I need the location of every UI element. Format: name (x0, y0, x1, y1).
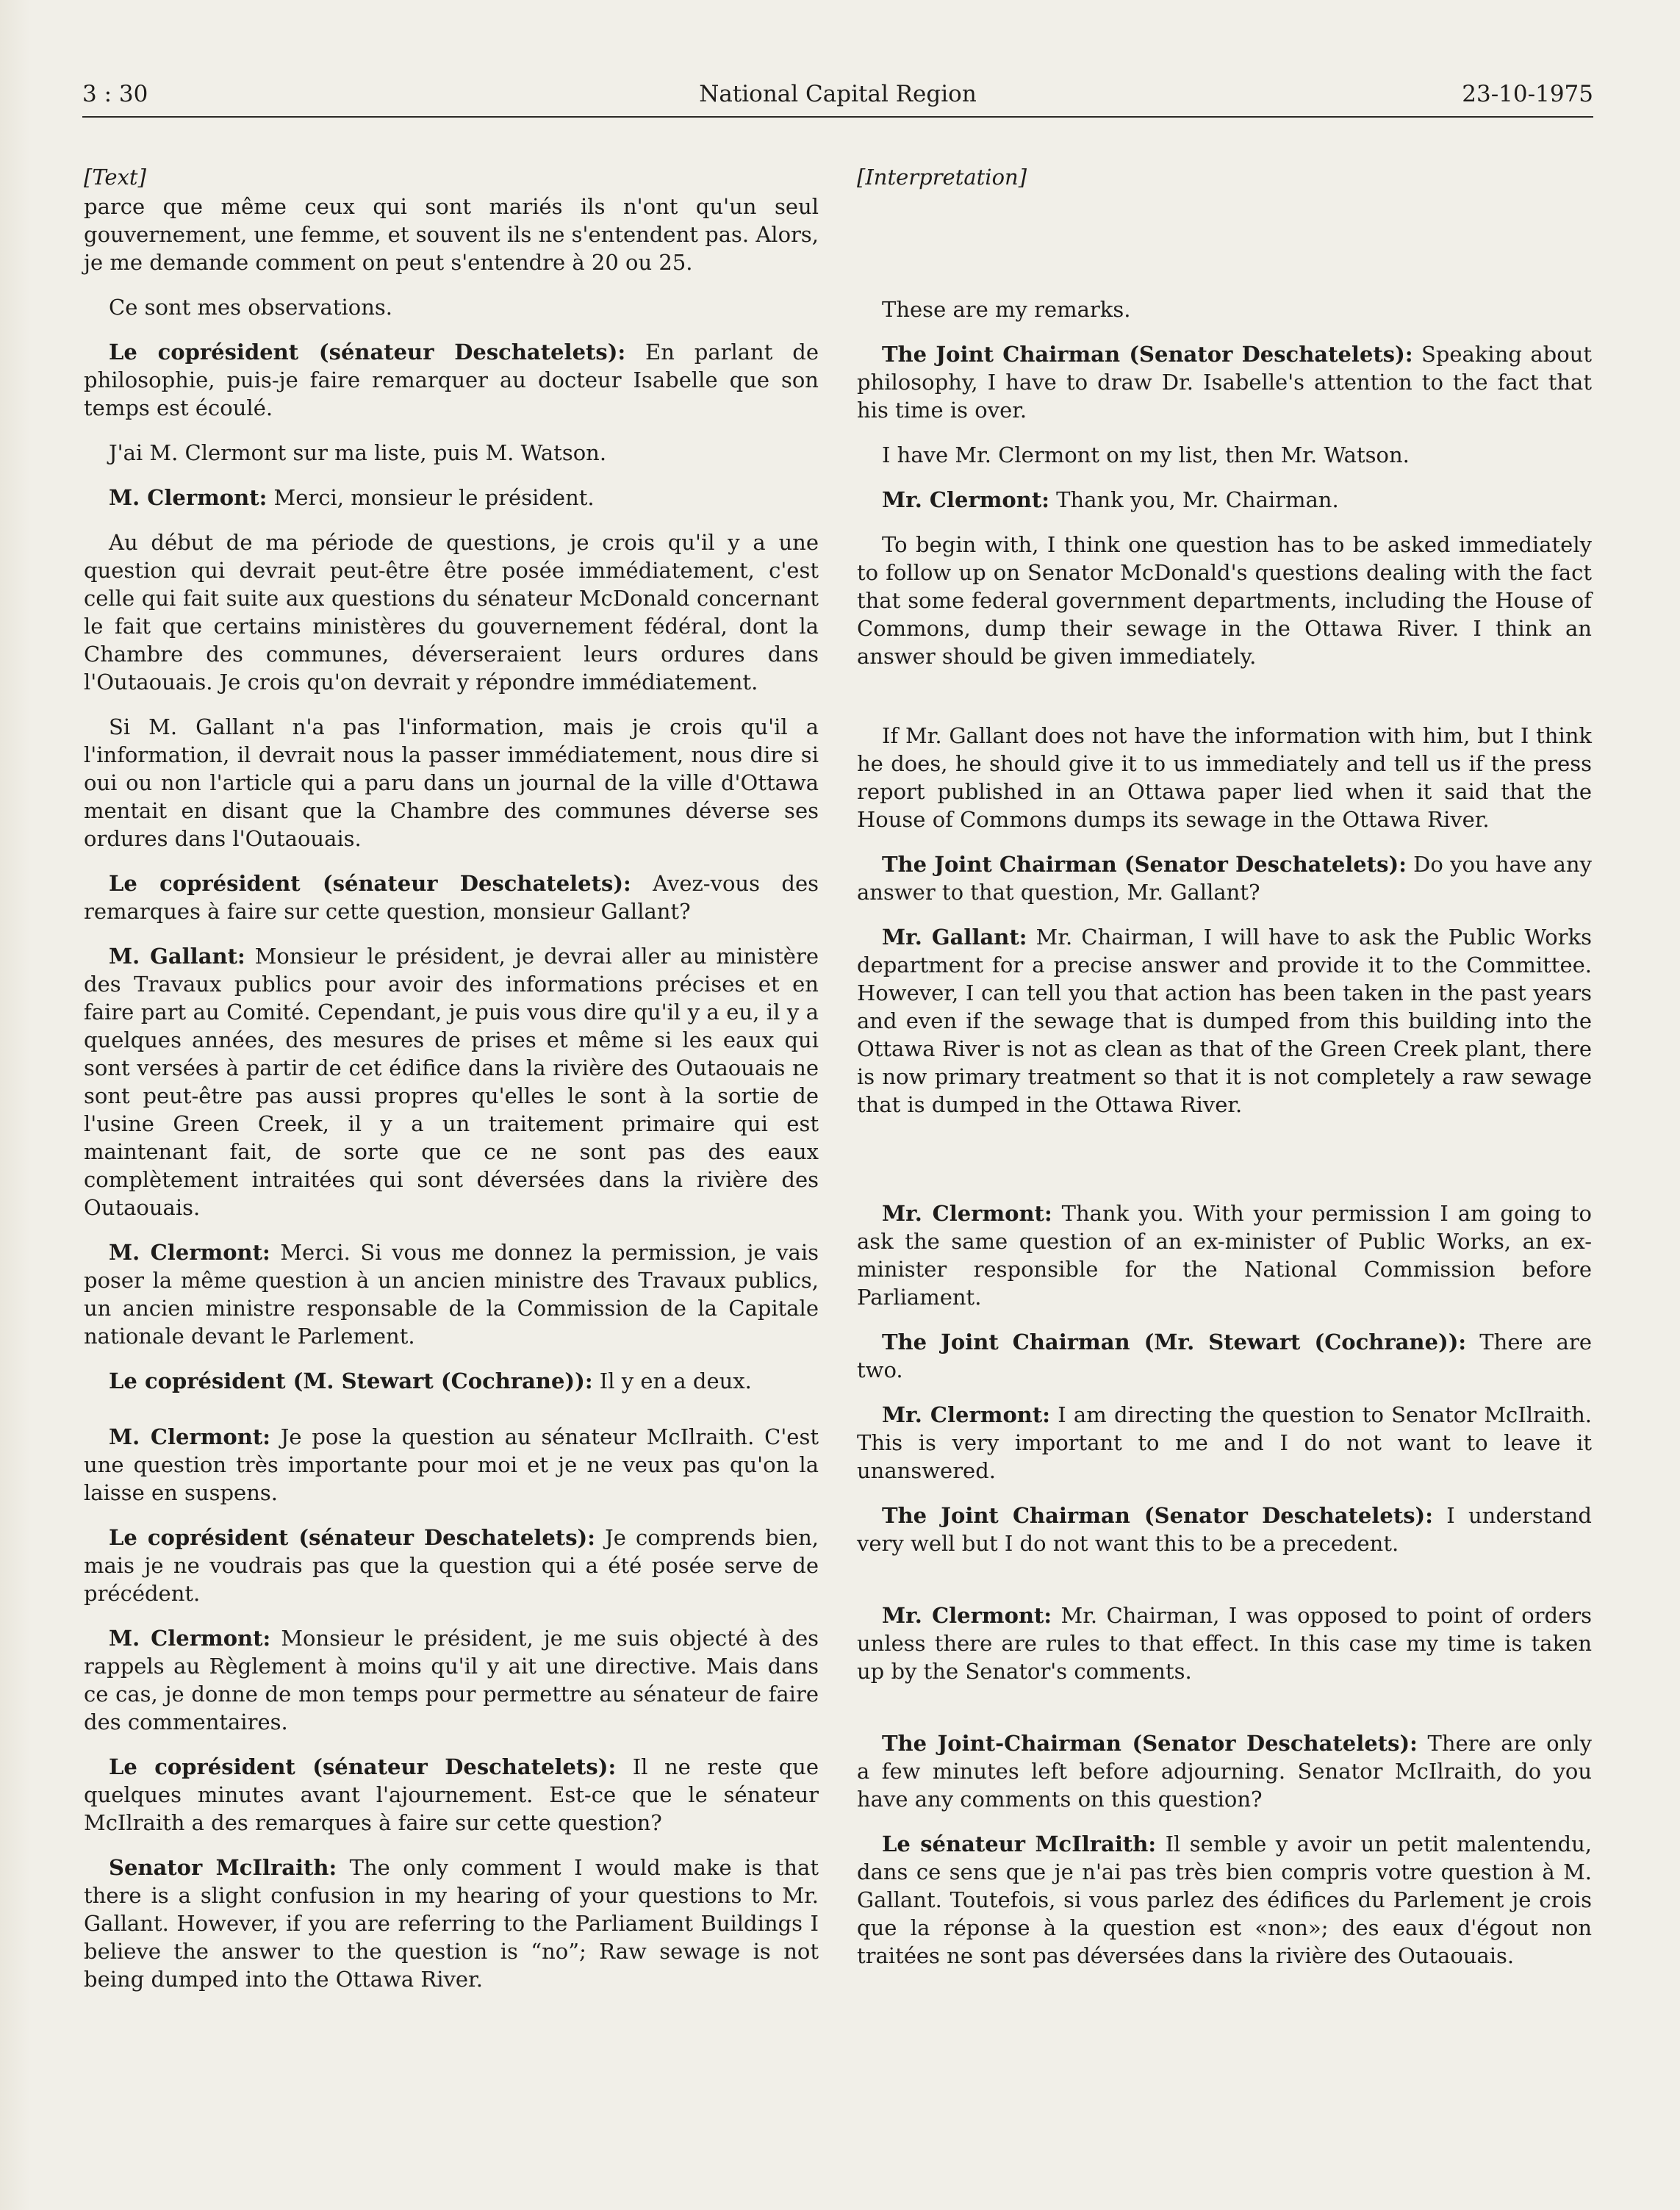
paragraph (857, 722, 1592, 833)
speaker-name: The Joint-Chairman (Senator Deschatelets): (882, 1731, 1418, 1756)
paragraph (84, 1753, 819, 1837)
paragraph-text: Monsieur le président, je devrai aller au ministère des Travaux publics pour avoir des informations précises et en faire part au Comité. Cependant, je puis vous dire qu'il y a eu, il y a quelques années, des mesures de prises et même si les eaux qui sont versées à partir de cet édifice dans la rivière des Outaouais ne sont peut-être pas aussi propres qu'elles le sont à la sortie de l'usine Green Creek, il y a un traitement primaire qui est maintenant fait, de sorte que ce ne sont pas des eaux complètement intraitées qui sont déversées dans la rivière des Outaouais. (84, 944, 819, 1220)
paragraph (84, 1238, 819, 1350)
paragraph (857, 1729, 1592, 1813)
paragraph (84, 1854, 819, 1993)
publication-date: 23-10-1975 (1462, 81, 1593, 107)
paragraph (84, 528, 819, 696)
paragraph (84, 713, 819, 853)
speaker-name: The Joint Chairman (Mr. Stewart (Cochrane)): (882, 1330, 1467, 1355)
speaker-name: M. Clermont: (109, 1424, 270, 1449)
running-head (82, 72, 1593, 118)
paragraph-text: I am directing the question to Senator McIlraith. This is very important to me and I do not want to leave it unanswered. (857, 1402, 1593, 1483)
column-gap (857, 193, 1592, 295)
paragraph (84, 338, 819, 422)
paragraph-text: parce que même ceux qui sont mariés ils n'ont qu'un seul gouvernement, une femme, et souvent ils ne s'entendent pas. Alors, je me demande comment on peut s'entendre à 20 ou 25. (84, 194, 819, 275)
paragraph (857, 1401, 1592, 1485)
column-label-interpretation: [Interpretation] (857, 165, 1027, 190)
paragraph-text: Avez-vous des remarques à faire sur cette question, monsieur Gallant? (84, 871, 819, 924)
paragraph (857, 1601, 1592, 1685)
speaker-name: Senator McIlraith: (109, 1855, 337, 1880)
paragraph-text: Do you have any answer to that question, Mr. Gallant? (857, 852, 1592, 905)
paragraph-text: Au début de ma période de questions, je crois qu'il y a une question qui devrait peut-être être posée immédiatement, c'est celle qui fait suite aux questions du sénateur McDonald concernant le fait que certains ministères du gouvernement fédéral, dont la Chambre des communes, déverseraient leurs ordures dans l'Outaouais. Je crois qu'on devrait y répondre immédiatement. (84, 530, 819, 695)
speaker-name: Le coprésident (sénateur Deschatelets): (109, 871, 631, 896)
speaker-name: Mr. Gallant: (882, 925, 1027, 950)
paragraph (84, 1524, 819, 1607)
speaker-name: Le coprésident (sénateur Deschatelets): (109, 1525, 595, 1550)
english-interpretation-column (857, 163, 1592, 1987)
speaker-name: M. Clermont: (109, 1240, 270, 1265)
paragraph-text: Merci, monsieur le président. (267, 485, 595, 510)
paragraph-text: To begin with, I think one question has to be asked immediately to follow up on Senator McDonald's questions dealing with the fact that some federal government departments, including the House of Commons, dump their sewage in the Ottawa River. I think an answer should be given immediately. (857, 532, 1592, 669)
paragraph-text: I understand very well but I do not want this to be a precedent. (857, 1503, 1592, 1556)
paragraph-text: There are two. (857, 1330, 1592, 1382)
paragraph-text: Je comprends bien, mais je ne voudrais pas que la question qui a été posée serve de précédent. (84, 1525, 819, 1606)
paragraph-text: Speaking about philosophy, I have to draw Dr. Isabelle's attention to the fact that his time is over. (857, 342, 1592, 423)
paragraph-text: Merci. Si vous me donnez la permission, je vais poser la même question à un ancien ministre des Travaux publics, un ancien ministre responsable de la Commission de la Capitale nationale devant le Parlement. (84, 1240, 819, 1349)
paragraph-text: Thank you, Mr. Chairman. (1049, 487, 1339, 512)
speaker-name: M. Clermont: (109, 1626, 271, 1651)
paragraph (857, 1502, 1592, 1557)
french-text-column (84, 163, 819, 2010)
speaker-name: Mr. Clermont: (882, 1201, 1052, 1226)
paragraph (84, 1423, 819, 1507)
paragraph-text: If Mr. Gallant does not have the information with him, but I think he does, he should give it to us immediately and tell us if the press report published in an Ottawa paper lied when it said that the House of Commons dumps its sewage in the Ottawa River. (857, 723, 1592, 832)
paragraph (84, 942, 819, 1221)
page-edge (0, 0, 31, 2210)
paragraph-text: I have Mr. Clermont on my list, then Mr. Watson. (882, 442, 1410, 467)
paragraph-text: These are my remarks. (882, 297, 1131, 322)
page-number: 3 : 30 (82, 81, 148, 107)
paragraph-text: Mr. Chairman, I will have to ask the Public Works department for a precise answer and provide it to the Committee. However, I can tell you that action has been taken in the past years and even if the sewage that is dumped from this building into the Ottawa River is not as clean as that of the Green Creek plant, there is now primary treatment so that it is not completely a raw sewage that is dumped in the Ottawa River. (857, 925, 1592, 1117)
paragraph-text: Il semble y avoir un petit malentendu, dans ce sens que je n'ai pas très bien compris votre question à M. Gallant. Toutefois, si vous parlez des édifices du Parlement je crois que la réponse à la question est «non»; des eaux d'égout non traitées ne sont pas déversées dans la rivière des Outaouais. (857, 1831, 1592, 1968)
speaker-name: The Joint Chairman (Senator Deschatelets): (882, 342, 1413, 367)
paragraph (84, 1624, 819, 1736)
speaker-name: Mr. Clermont: (882, 487, 1049, 512)
speaker-name: Mr. Clermont: (882, 1603, 1052, 1628)
paragraph-text: Thank you. With your permission I am going to ask the same question of an ex-minister of Public Works, an ex-minister responsible for the National Commission before Parliament. (857, 1201, 1593, 1310)
paragraph-text: Ce sont mes observations. (109, 295, 392, 320)
paragraph (857, 1199, 1592, 1311)
speaker-name: The Joint Chairman (Senator Deschatelets): (882, 852, 1407, 877)
paragraph (857, 295, 1592, 323)
paragraph (857, 340, 1592, 424)
paragraph (857, 850, 1592, 906)
paragraph (84, 484, 819, 512)
paragraph (857, 531, 1592, 670)
paragraph-text: Il ne reste que quelques minutes avant l'ajournement. Est-ce que le sénateur McIlraith a des remarques à faire sur cette question? (84, 1754, 819, 1835)
speaker-name: Le coprésident (sénateur Deschatelets): (109, 1754, 617, 1779)
paragraph-text: The only comment I would make is that there is a slight confusion in my hearing of your questions to Mr. Gallant. However, if you are referring to the Parliament Buildings I believe the answer to the question is “no”; Raw sewage is not being dumped into the Ottawa River. (84, 1855, 819, 1992)
publication-title: National Capital Region (699, 81, 977, 107)
paragraph-text: Si M. Gallant n'a pas l'information, mais je crois qu'il a l'information, il devrait nous la passer immédiatement, nous dire si oui ou non l'article qui a paru dans un journal de la ville d'Ottawa mentait en disant que la Chambre des communes déverse ses ordures dans l'Outaouais. (84, 714, 819, 851)
paragraph (857, 486, 1592, 514)
paragraph (84, 439, 819, 467)
paragraph-text: Mr. Chairman, I was opposed to point of orders unless there are rules to that effect. In this case my time is taken up by the Senator's comments. (857, 1603, 1592, 1684)
paragraph-text: There are only a few minutes left before adjourning. Senator McIlraith, do you have any comments on this question? (857, 1731, 1592, 1812)
paragraph (84, 1367, 819, 1395)
paragraph (84, 293, 819, 321)
speaker-name: Le coprésident (M. Stewart (Cochrane)): (109, 1368, 593, 1393)
speaker-name: M. Gallant: (109, 944, 245, 969)
speaker-name: The Joint Chairman (Senator Deschatelets): (882, 1503, 1433, 1528)
paragraph (84, 869, 819, 925)
speaker-name: Mr. Clermont: (882, 1402, 1050, 1427)
paragraph (857, 441, 1592, 469)
speaker-name: Le sénateur McIlraith: (882, 1831, 1157, 1856)
paragraph (857, 1328, 1592, 1384)
paragraph-text: Je pose la question au sénateur McIlraith. C'est une question très importante pour moi et je ne veux pas qu'on la laisse en suspens. (84, 1424, 819, 1505)
speaker-name: M. Clermont: (109, 485, 268, 510)
paragraph-text: J'ai M. Clermont sur ma liste, puis M. Watson. (109, 440, 607, 465)
paragraph (84, 193, 819, 276)
paragraph-text: Monsieur le président, je me suis objecté à des rappels au Règlement à moins qu'il y ait une directive. Mais dans ce cas, je donne de mon temps pour permettre au sénateur de faire des commentaires. (84, 1626, 819, 1734)
paragraph-text: En parlant de philosophie, puis-je faire remarquer au docteur Isabelle que son temps est écoulé. (84, 340, 819, 420)
paragraph-text: Il y en a deux. (592, 1368, 752, 1393)
speaker-name: Le coprésident (sénateur Deschatelets): (109, 340, 626, 365)
paragraph (857, 923, 1592, 1119)
paragraph (857, 1830, 1592, 1970)
column-label-text: [Text] (84, 165, 146, 190)
